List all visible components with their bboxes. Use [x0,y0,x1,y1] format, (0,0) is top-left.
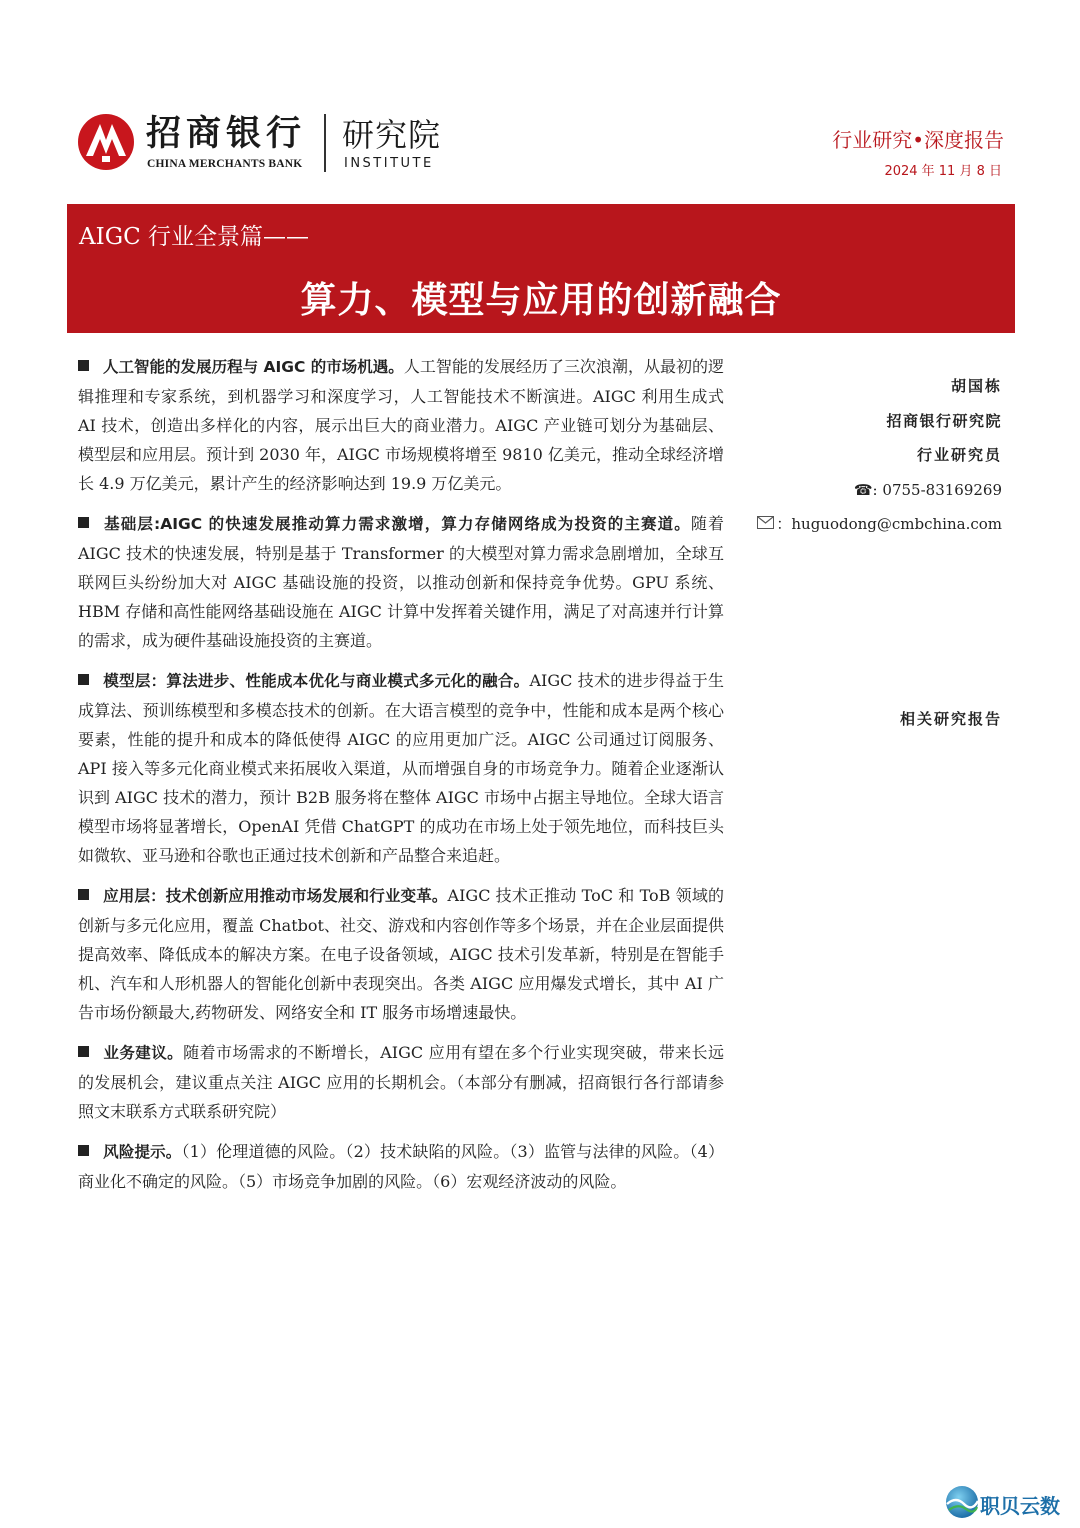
globe-logo-icon [944,1484,980,1520]
section-heading: 风险提示。 [103,1143,182,1161]
section-heading: 业务建议。 [103,1044,184,1062]
section-heading: 应用层：技术创新应用推动市场发展和行业变革。 [103,887,448,905]
logo-divider [324,114,326,172]
author-phone-row [750,476,1002,511]
mail-icon [757,516,774,529]
phone-icon: ☎: [853,480,878,499]
section-heading: 人工智能的发展历程与 AIGC 的市场机遇。 [103,358,404,376]
section-heading: 模型层：算法进步、性能成本优化与商业模式多元化的融合。 [103,672,530,690]
summary-section [78,1038,724,1126]
watermark-text: 职贝云数 [980,1494,1060,1518]
square-bullet-icon [78,1145,89,1156]
report-header [0,0,1080,200]
related-reports-heading: 相关研究报告 [899,710,1002,728]
summary-section [78,509,724,655]
bank-name-en: CHINA MERCHANTS BANK [147,158,303,170]
author-role: 行业研究员 [916,446,1002,464]
author-email[interactable]: huguodong@cmbchina.com [791,515,1002,533]
summary-section [78,881,724,1027]
report-title: 算力、模型与应用的创新融合 [300,279,782,321]
author-email-row [750,510,1002,545]
cmb-logo-icon [76,112,136,172]
section-body: AIGC 技术正推动 ToC 和 ToB 领域的创新与多元化应用，覆盖 Chatbot、社交、游戏和内容创作等多个场景，并在企业层面提供提高效率、降低成本的解决方案。在电子设备领域，AIGC 技术引发革新，特别是在智能手机、汽车和人形机器人的智能化创新中表现突出。各类 AIGC 应用爆发式增长，其中 AI 广告市场份额最大,药物研发、网络安全和 IT 服务市场增速最快。 [78,886,724,1022]
summary-body [78,352,724,1207]
section-body: （1）伦理道德的风险。（2）技术缺陷的风险。（3）监管与法律的风险。（4）商业化不确定的风险。（5）市场竞争加剧的风险。（6）宏观经济波动的风险。 [78,1142,724,1191]
section-body: 随着 AIGC 技术的快速发展，特别是基于 Transformer 的大模型对算力需求急剧增加，全球互联网巨头纷纷加大对 AIGC 基础设施的投资，以推动创新和保持竞争优势。GPU 系统、HBM 存储和高性能网络基础设施在 AIGC 计算中发挥着关键作用，满足了对高速并行计算的需求，成为硬件基础设施投资的主赛道。 [78,514,724,650]
square-bullet-icon [78,360,89,371]
watermark [944,1478,1074,1526]
author-name: 胡国栋 [950,377,1002,395]
institute-name-cn: 研究院 [342,116,442,154]
section-body: 人工智能的发展经历了三次浪潮，从最初的逻辑推理和专家系统，到机器学习和深度学习，人工智能技术不断演进。AIGC 利用生成式 AI 技术，创造出多样化的内容，展示出巨大的商业潜力。AIGC 产业链可划分为基础层、模型层和应用层。预计到 2030 年，AIGC 市场规模将增至 9810 亿美元，推动全球经济增长 4.9 万亿美元，累计产生的经济影响达到 19.9 万亿美元。 [78,357,724,493]
section-heading: 基础层:AIGC 的快速发展推动算力需求激增，算力存储网络成为投资的主赛道。 [103,515,691,533]
author-organization: 招商银行研究院 [886,411,1002,430]
title-banner [67,204,1015,333]
square-bullet-icon [78,674,89,685]
square-bullet-icon [78,517,89,528]
report-date: 2024 年 11 月 8 日 [884,164,1002,179]
section-body: 随着市场需求的不断增长，AIGC 应用有望在多个行业实现突破，带来长远的发展机会，建议重点关注 AIGC 应用的长期机会。（本部分有删减，招商银行各行部请参照文末联系方式联系研究院） [78,1043,724,1121]
summary-section [78,666,724,870]
summary-section [78,352,724,498]
bank-name-cn: 招商银行 [146,114,307,154]
report-type: 行业研究•深度报告 [832,128,1004,152]
author-phone: 0755-83169269 [882,480,1002,499]
summary-section [78,1137,724,1196]
section-body: AIGC 技术的进步得益于生成算法、预训练模型和多模态技术的创新。在大语言模型的竞争中，性能和成本是两个核心要素，性能的提升和成本的降低使得 AIGC 的应用更加广泛。AIGC 公司通过订阅服务、API 接入等多元化商业模式来拓展收入渠道，从而增强自身的市场竞争力。随着企业逐渐认识到 AIGC 技术的潜力，预计 B2B 服务将在整体 AIGC 市场中占据主导地位。全球大语言模型市场将显著增长，OpenAI 凭借 ChatGPT 的成功在市场上处于领先地位，而科技巨头如微软、亚马逊和谷歌也正通过技术创新和产品整合来追赶。 [78,671,725,865]
square-bullet-icon [78,1046,89,1057]
author-sidebar [750,372,1002,728]
institute-name-en: INSTITUTE [344,156,434,171]
square-bullet-icon [78,889,89,900]
email-separator: ： [776,515,792,533]
report-subtitle: AIGC 行业全景篇—— [79,224,309,250]
